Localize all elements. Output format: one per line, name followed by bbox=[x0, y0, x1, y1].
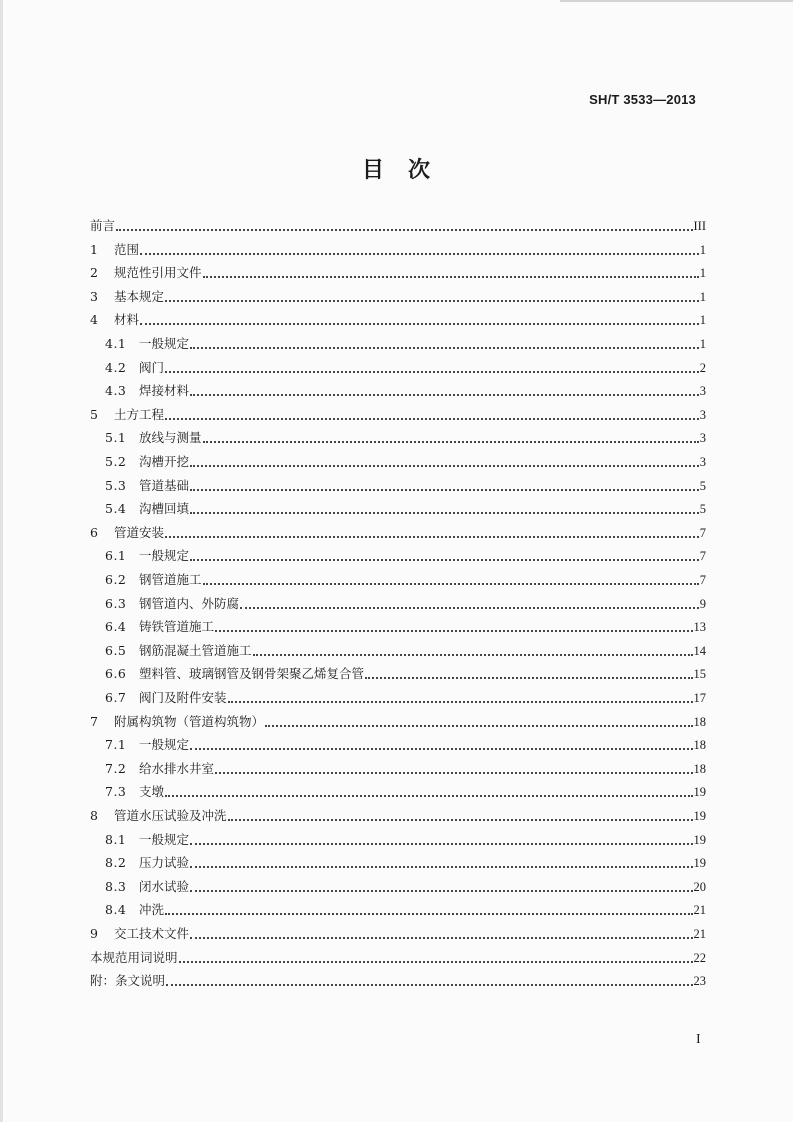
toc-entry-label: 一般规定 bbox=[139, 548, 190, 563]
dot-leader bbox=[116, 229, 692, 231]
toc-entry-label: 冲洗 bbox=[139, 902, 165, 917]
toc-entry[interactable] bbox=[105, 547, 706, 565]
toc-entry-number: 3 bbox=[90, 289, 98, 304]
toc-entry-label: 附属构筑物（管道构筑物） bbox=[114, 714, 265, 729]
toc-entry-page: 15 bbox=[693, 667, 706, 681]
toc-entry-label: 基本规定 bbox=[114, 289, 165, 304]
toc-entry-number: 4.1 bbox=[105, 336, 127, 351]
toc-entry-label: 交工技术文件 bbox=[114, 926, 190, 941]
dot-leader bbox=[265, 725, 692, 727]
toc-entry-label: 钢筋混凝土管道施工 bbox=[139, 643, 252, 658]
dot-leader bbox=[165, 371, 699, 373]
toc-entry[interactable] bbox=[105, 854, 706, 872]
toc-entry-label: 支墩 bbox=[139, 784, 165, 799]
toc-entry-number: 5.4 bbox=[105, 501, 127, 516]
dot-leader bbox=[190, 748, 692, 750]
toc-entry-page: 19 bbox=[693, 809, 706, 823]
dot-leader bbox=[228, 701, 693, 703]
toc-entry-page: 1 bbox=[699, 266, 706, 280]
dot-leader bbox=[166, 984, 692, 986]
dot-leader bbox=[179, 961, 693, 963]
toc-entry[interactable] bbox=[105, 618, 706, 636]
toc-entry[interactable] bbox=[105, 689, 706, 707]
dot-leader bbox=[140, 253, 699, 255]
dot-leader bbox=[253, 654, 693, 656]
toc-entry-page: 21 bbox=[693, 927, 706, 941]
toc-entry[interactable] bbox=[105, 382, 706, 400]
toc-entry-page: 3 bbox=[699, 431, 706, 445]
toc-entry[interactable] bbox=[105, 571, 706, 589]
toc-entry-label: 一般规定 bbox=[139, 336, 190, 351]
toc-entry-number: 7.3 bbox=[105, 784, 127, 799]
toc-entry[interactable] bbox=[105, 901, 706, 919]
toc-entry-label: 本规范用词说明 bbox=[90, 950, 178, 965]
toc-entry-number: 8.1 bbox=[105, 832, 127, 847]
dot-leader bbox=[190, 489, 699, 491]
toc-entry-label: 土方工程 bbox=[114, 407, 165, 422]
toc-entry-label: 钢管道施工 bbox=[139, 572, 202, 587]
toc-entry-number: 5.2 bbox=[105, 454, 127, 469]
page-title: 目 次 bbox=[361, 158, 431, 183]
toc-entry-label: 规范性引用文件 bbox=[114, 265, 202, 280]
toc-entry-number: 7 bbox=[90, 714, 98, 729]
toc-entry-page: 18 bbox=[693, 715, 706, 729]
toc-entry-page: 7 bbox=[699, 526, 706, 540]
toc-entry-page: 18 bbox=[693, 738, 706, 752]
toc-entry-label: 焊接材料 bbox=[139, 383, 190, 398]
dot-leader bbox=[365, 677, 692, 679]
dot-leader bbox=[203, 276, 699, 278]
toc-entry-number: 6.1 bbox=[105, 548, 127, 563]
toc-entry-number: 8.4 bbox=[105, 902, 127, 917]
toc-entry-page: 19 bbox=[693, 856, 706, 870]
toc-entry-number: 6.2 bbox=[105, 572, 127, 587]
toc-entry[interactable] bbox=[105, 335, 706, 353]
dot-leader bbox=[165, 913, 692, 915]
toc-entry-page: 19 bbox=[693, 833, 706, 847]
toc-entry-label: 压力试验 bbox=[139, 855, 190, 870]
dot-leader bbox=[190, 843, 692, 845]
toc-entry-page: 3 bbox=[699, 408, 706, 422]
toc-entry-page: 2 bbox=[699, 361, 706, 375]
toc-entry-number: 5.3 bbox=[105, 478, 127, 493]
dot-leader bbox=[165, 418, 699, 420]
toc-entry[interactable] bbox=[90, 264, 706, 282]
toc-entry-page: 1 bbox=[699, 313, 706, 327]
toc-entry-number: 7.1 bbox=[105, 737, 127, 752]
toc-entry-page: 1 bbox=[699, 290, 706, 304]
dot-leader bbox=[215, 772, 692, 774]
toc-entry[interactable] bbox=[105, 477, 706, 495]
toc-entry[interactable] bbox=[105, 429, 706, 447]
toc-entry-label: 阀门 bbox=[139, 360, 165, 375]
toc-entry-label: 范围 bbox=[114, 242, 140, 257]
toc-entry-label: 管道基础 bbox=[139, 478, 190, 493]
toc-entry[interactable] bbox=[105, 831, 706, 849]
dot-leader bbox=[190, 937, 692, 939]
toc-entry-number: 1 bbox=[90, 242, 98, 257]
toc-entry-label: 沟槽开挖 bbox=[139, 454, 190, 469]
toc-entry[interactable] bbox=[105, 736, 706, 754]
toc-entry-number: 8.3 bbox=[105, 879, 127, 894]
dot-leader bbox=[190, 347, 699, 349]
toc-entry-page: 23 bbox=[693, 974, 706, 988]
toc-entry[interactable] bbox=[105, 453, 706, 471]
toc-entry-label: 附：条文说明 bbox=[90, 973, 166, 988]
toc-entry-label: 管道水压试验及冲洗 bbox=[114, 808, 227, 823]
toc-entry-page: 19 bbox=[693, 785, 706, 799]
toc-entry-number: 5.1 bbox=[105, 430, 127, 445]
dot-leader bbox=[190, 394, 699, 396]
toc-entry-label: 钢管道内、外防腐 bbox=[139, 596, 240, 611]
dot-leader bbox=[228, 819, 693, 821]
toc-entry[interactable] bbox=[105, 595, 706, 613]
toc-entry-number: 8 bbox=[90, 808, 98, 823]
scan-edge-top bbox=[560, 0, 793, 2]
toc-entry-page: 21 bbox=[693, 903, 706, 917]
toc-entry-page: 1 bbox=[699, 243, 706, 257]
dot-leader bbox=[165, 795, 692, 797]
toc-entry-page: 7 bbox=[699, 573, 706, 587]
toc-entry-number: 6.5 bbox=[105, 643, 127, 658]
toc-entry-number: 6 bbox=[90, 525, 98, 540]
toc-entry-number: 2 bbox=[90, 265, 98, 280]
toc-entry[interactable] bbox=[90, 241, 706, 259]
toc-entry-label: 放线与测量 bbox=[139, 430, 202, 445]
toc-entry-label: 沟槽回填 bbox=[139, 501, 190, 516]
toc-entry[interactable] bbox=[105, 359, 706, 377]
toc-entry-page: 9 bbox=[699, 597, 706, 611]
toc-entry-page: 1 bbox=[699, 337, 706, 351]
toc-entry-page: 7 bbox=[699, 549, 706, 563]
toc-entry-page: 18 bbox=[693, 762, 706, 776]
dot-leader bbox=[190, 512, 699, 514]
dot-leader bbox=[165, 536, 699, 538]
toc-entry-number: 5 bbox=[90, 407, 98, 422]
toc-entry-label: 前言 bbox=[90, 218, 116, 233]
toc-entry-number: 4 bbox=[90, 312, 98, 327]
toc-entry-number: 6.6 bbox=[105, 666, 127, 681]
toc-entry-page: III bbox=[693, 219, 706, 233]
dot-leader bbox=[140, 323, 699, 325]
toc-entry[interactable] bbox=[90, 217, 706, 235]
toc-entry[interactable] bbox=[105, 500, 706, 518]
toc-entry-number: 6.4 bbox=[105, 619, 127, 634]
toc-entry-label: 给水排水井室 bbox=[139, 761, 215, 776]
toc-entry-page: 5 bbox=[699, 502, 706, 516]
toc-entry-label: 闭水试验 bbox=[139, 879, 190, 894]
toc-entry[interactable] bbox=[90, 311, 706, 329]
dot-leader bbox=[165, 300, 699, 302]
toc-entry-page: 22 bbox=[693, 951, 706, 965]
toc-entry-label: 一般规定 bbox=[139, 832, 190, 847]
toc-entry[interactable] bbox=[90, 807, 706, 825]
toc-entry-label: 材料 bbox=[114, 312, 140, 327]
toc-entry-page: 13 bbox=[693, 620, 706, 634]
toc-entry-number: 9 bbox=[90, 926, 98, 941]
standard-code: SH/T 3533—2013 bbox=[589, 92, 696, 107]
dot-leader bbox=[203, 583, 699, 585]
toc-entry[interactable] bbox=[90, 524, 706, 542]
toc-entry-label: 管道安装 bbox=[114, 525, 165, 540]
toc-entry[interactable] bbox=[90, 949, 706, 967]
toc-entry-number: 4.2 bbox=[105, 360, 127, 375]
toc-entry-page: 5 bbox=[699, 479, 706, 493]
toc-entry-number: 6.3 bbox=[105, 596, 127, 611]
toc-entry[interactable] bbox=[105, 783, 706, 801]
dot-leader bbox=[190, 890, 692, 892]
dot-leader bbox=[190, 559, 699, 561]
dot-leader bbox=[190, 866, 692, 868]
toc-entry[interactable] bbox=[105, 665, 706, 683]
toc-entry-label: 一般规定 bbox=[139, 737, 190, 752]
toc-entry-page: 14 bbox=[693, 644, 706, 658]
toc-entry-number: 6.7 bbox=[105, 690, 127, 705]
toc-entry-number: 8.2 bbox=[105, 855, 127, 870]
toc-entry[interactable] bbox=[105, 878, 706, 896]
toc-entry-number: 4.3 bbox=[105, 383, 127, 398]
toc-entry[interactable] bbox=[105, 760, 706, 778]
toc-entry[interactable] bbox=[90, 972, 706, 990]
toc-entry-page: 17 bbox=[693, 691, 706, 705]
toc-entry-page: 20 bbox=[693, 880, 706, 894]
dot-leader bbox=[215, 630, 692, 632]
toc-entry-page: 3 bbox=[699, 384, 706, 398]
toc-entry[interactable] bbox=[90, 406, 706, 424]
dot-leader bbox=[190, 465, 699, 467]
page-number: I bbox=[696, 1032, 701, 1047]
toc-entry[interactable] bbox=[90, 713, 706, 731]
toc-entry[interactable] bbox=[90, 925, 706, 943]
dot-leader bbox=[240, 607, 699, 609]
toc-entry-number: 7.2 bbox=[105, 761, 127, 776]
dot-leader bbox=[203, 441, 699, 443]
toc-entry-page: 3 bbox=[699, 455, 706, 469]
toc-entry-label: 塑料管、玻璃钢管及钢骨架聚乙烯复合管 bbox=[139, 666, 365, 681]
toc-entry[interactable] bbox=[90, 288, 706, 306]
toc-entry[interactable] bbox=[105, 642, 706, 660]
toc-entry-label: 铸铁管道施工 bbox=[139, 619, 215, 634]
toc-entry-label: 阀门及附件安装 bbox=[139, 690, 227, 705]
